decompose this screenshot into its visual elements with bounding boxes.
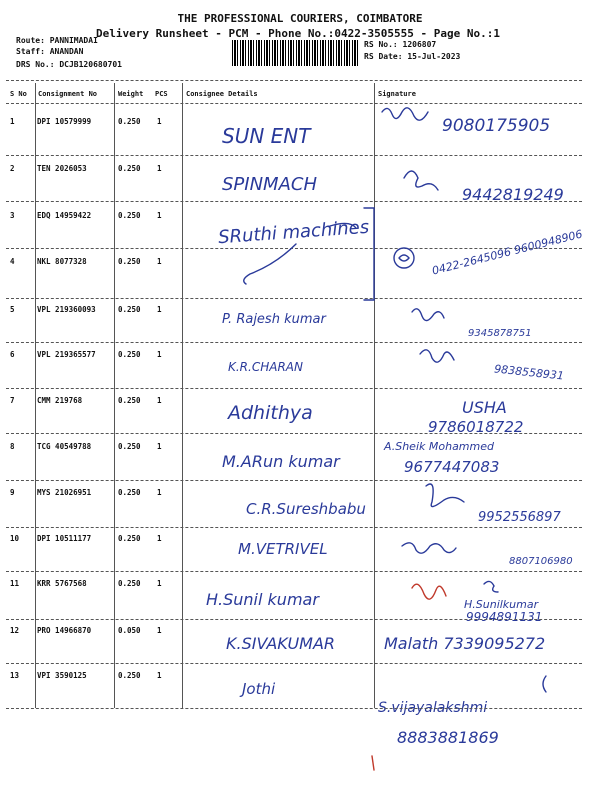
bracket-mark (364, 208, 374, 300)
row-consignment: VPL 219365577 (37, 350, 96, 359)
row-weight: 0.250 (118, 396, 141, 405)
row-pcs: 1 (157, 534, 162, 543)
consignee-name: P. Rajesh kumar (222, 312, 326, 327)
consignee-name: Adhithya (228, 402, 313, 424)
row-sno: 10 (10, 534, 20, 543)
col-header-consignment: Consignment No (38, 90, 98, 98)
row-pcs: 1 (157, 626, 162, 635)
row-pcs: 1 (157, 442, 162, 451)
col-header-sno: S No (10, 90, 27, 98)
row-consignment: TCG 40549788 (37, 442, 92, 451)
row-consignment: CMM 219768 (37, 396, 83, 405)
row-pcs: 1 (157, 579, 162, 588)
row-sno: 11 (10, 579, 20, 588)
row-pcs: 1 (157, 257, 162, 266)
consignee-name: Jothi (242, 680, 276, 698)
stray-mark (372, 756, 374, 770)
row-consignment: KRR 5767568 (37, 579, 87, 588)
signature-scribble (404, 171, 438, 190)
rs-number: RS No.: 1206807 (364, 40, 437, 49)
row-pcs: 1 (157, 488, 162, 497)
row-pcs: 1 (157, 117, 162, 126)
usha-name: USHA (462, 398, 507, 417)
row-consignment: VPL 219360093 (37, 305, 96, 314)
row-weight: 0.250 (118, 534, 141, 543)
signature-phone: 9442819249 (462, 185, 564, 204)
consignee-name: H.Sunil kumar (206, 590, 319, 609)
receiver-name: H.Sunilkumar (464, 598, 539, 611)
consignee-name: C.R.Sureshbabu (246, 500, 366, 518)
signature-scribble (412, 309, 444, 321)
row-weight: 0.250 (118, 671, 141, 680)
row-sno: 2 (10, 164, 15, 173)
signature-phone: 8807106980 (509, 556, 573, 567)
drs-number: DRS No.: DCJB120680701 (16, 60, 122, 69)
signature-scribble (484, 581, 498, 592)
row-weight: 0.250 (118, 117, 141, 126)
row-pcs: 1 (157, 671, 162, 680)
signature-phone: 9080175905 (442, 116, 551, 136)
sheet-title: THE PROFESSIONAL COURIERS, COIMBATORE (177, 12, 423, 25)
signature-scribble (244, 244, 296, 284)
signature-scribble (543, 676, 546, 692)
consignee-name: K.SIVAKUMAR (226, 634, 336, 653)
row-sno: 7 (10, 396, 15, 405)
signature-phone: 9677447083 (404, 458, 500, 476)
col-header-weight: Weight (118, 90, 144, 98)
row-sno: 13 (10, 671, 20, 680)
row-pcs: 1 (157, 211, 162, 220)
row-sno: 9 (10, 488, 15, 497)
signature-scribble (412, 584, 446, 599)
signature-scribble (382, 108, 428, 120)
signature-phone: 9994891131 (466, 610, 543, 624)
signature-phone: 9786018722 (428, 418, 524, 436)
staff-label: Staff: ANANDAN (16, 47, 84, 56)
rs-date: RS Date: 15-Jul-2023 (364, 52, 461, 61)
row-sno: 3 (10, 211, 15, 220)
signature-phone: 9838558931 (493, 362, 565, 383)
row-weight: 0.250 (118, 211, 141, 220)
row-sno: 1 (10, 117, 15, 126)
row-pcs: 1 (157, 305, 162, 314)
signature-phone: 0422-2645096 9600948906 (430, 227, 584, 278)
bottom-phone: 8883881869 (397, 728, 499, 747)
consignee-name: K.R.CHARAN (228, 360, 303, 374)
col-header-consignee: Consignee Details (186, 90, 258, 98)
row-weight: 0.050 (118, 626, 141, 635)
circled-mark (399, 255, 409, 261)
circled-mark (394, 248, 414, 268)
signature-phone: Malath 7339095272 (384, 634, 546, 653)
row-pcs: 1 (157, 164, 162, 173)
consignee-name: M.VETRIVEL (238, 540, 328, 558)
row-weight: 0.250 (118, 164, 141, 173)
row-sno: 8 (10, 442, 15, 451)
signature-phone: 9345878751 (468, 328, 532, 339)
row-weight: 0.250 (118, 305, 141, 314)
signature-name: S.vijayalakshmi (378, 700, 488, 716)
signature-scribble (330, 223, 356, 228)
consignee-name: M.ARun kumar (222, 452, 340, 471)
row-pcs: 1 (157, 396, 162, 405)
row-sno: 12 (10, 626, 20, 635)
row-sno: 5 (10, 305, 15, 314)
col-header-pcs: PCS (155, 90, 168, 98)
row-sno: 6 (10, 350, 15, 359)
sheet-subtitle: Delivery Runsheet - PCM - Phone No.:0422-3505555 - Page No.:1 (96, 27, 500, 40)
row-weight: 0.250 (118, 442, 141, 451)
row-sno: 4 (10, 257, 15, 266)
signature-scribble (420, 350, 454, 362)
consignee-name: SRuthi machines (217, 216, 370, 249)
consignee-name: SPINMACH (222, 174, 318, 195)
route-label: Route: PANNIMADAI (16, 36, 98, 45)
col-header-signature: Signature (378, 90, 416, 98)
row-consignment: NKL 8077328 (37, 257, 87, 266)
row-pcs: 1 (157, 350, 162, 359)
receiver-name: A.Sheik Mohammed (384, 440, 494, 453)
row-consignment: MYS 21026951 (37, 488, 92, 497)
row-consignment: TEN 2026053 (37, 164, 87, 173)
signature-scribble (426, 484, 464, 507)
row-consignment: PRO 14966870 (37, 626, 92, 635)
row-consignment: EDQ 14959422 (37, 211, 92, 220)
signature-phone: 9952556897 (478, 510, 561, 525)
row-consignment: DPI 10579999 (37, 117, 92, 126)
signature-scribble (402, 543, 456, 553)
row-consignment: DPI 10511177 (37, 534, 92, 543)
row-weight: 0.250 (118, 257, 141, 266)
row-weight: 0.250 (118, 488, 141, 497)
row-weight: 0.250 (118, 350, 141, 359)
consignee-name: SUN ENT (222, 124, 311, 148)
row-consignment: VPI 3590125 (37, 671, 87, 680)
row-weight: 0.250 (118, 579, 141, 588)
